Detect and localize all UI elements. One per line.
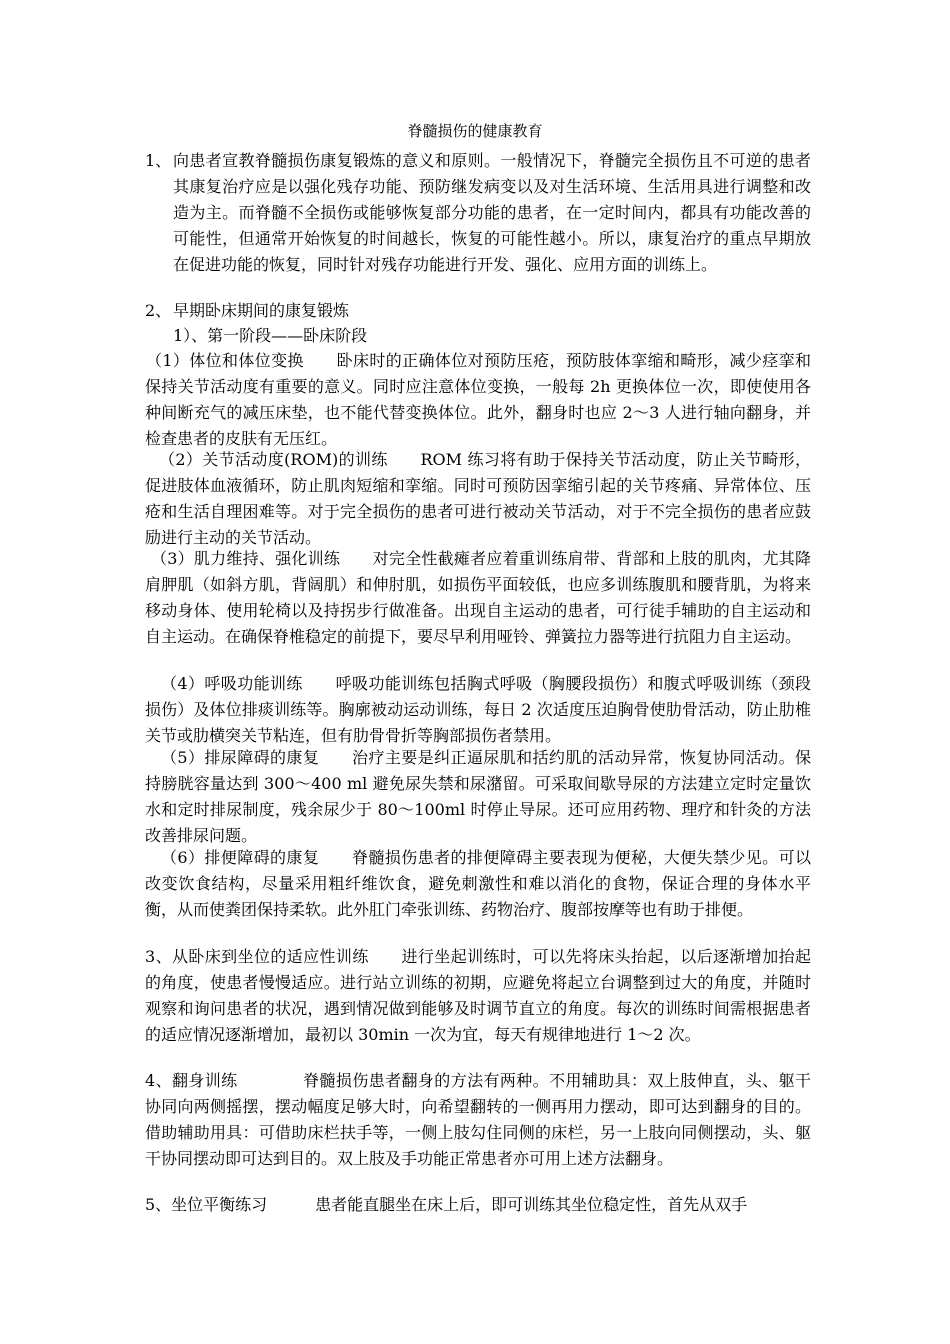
section-3-text: 3、从卧床到坐位的适应性训练 进行坐起训练时，可以先将床头抬起，以后逐渐增加抬起的角度，使患者慢慢适应。进行站立训练的初期，应避免将起立台调整到过大的角度，并随时观察和询问患者的状况，遇到情况做到能够及时调节直立的角度。每次的训练时间需根据患者的适应情况逐渐增加，最初以 30min 一次为宜，每天有规律地进行 1～2 次。 — [145, 947, 811, 1044]
paragraph-defecation: （6）排便障碍的康复 脊髓损伤患者的排便障碍主要表现为便秘，大便失禁少见。可以改变饮食结构，尽量采用粗纤维饮食，避免刺激性和难以消化的食物，保证合理的身体水平衡，从而使粪团保持柔软。此外肛门牵张训练、药物治疗、腹部按摩等也有助于排便。 — [145, 848, 811, 919]
paragraph-muscle: （3）肌力维持、强化训练 对完全性截瘫者应着重训练肩带、背部和上肢的肌肉，尤其降肩胛肌（如斜方肌，背阔肌）和伸肘肌，如损伤平面较低，也应多训练腹肌和腰背肌，为将来移动身体、使用轮椅以及持拐步行做准备。出现自主运动的患者，可行徒手辅助的自主运动和自主运动。在确保脊椎稳定的前提下，要尽早利用哑铃、弹簧拉力器等进行抗阻力自主运动。 — [145, 549, 811, 646]
paragraph-rom: （2）关节活动度(ROM)的训练 ROM 练习将有助于保持关节活动度，防止关节畸形，促进肢体血液循环，防止肌肉短缩和挛缩。同时可预防因挛缩引起的关节疼痛、异常体位、压疮和生活自理困难等。对于完全损伤的患者可进行被动关节活动，对于不完全损伤的患者应鼓励进行主动的关节活动。 — [145, 450, 811, 547]
section-2-number: 2、 — [145, 301, 172, 320]
paragraph-breathing: （4）呼吸功能训练 呼吸功能训练包括胸式呼吸（胸腰段损伤）和腹式呼吸训练（颈段损伤）及体位排痰训练等。胸廓被动运动训练，每日 2 次适度压迫胸骨使肋骨活动，防止肋椎关节或肋横突关节粘连，但有肋骨骨折等胸部损伤者禁用。 — [145, 674, 811, 745]
section-4-text: 4、翻身训练 脊髓损伤患者翻身的方法有两种。不用辅助具：双上肢伸直，头、躯干协同向两侧摇摆，摆动幅度足够大时，向希望翻转的一侧再用力摆动，即可达到翻身的目的。借助辅助用具：可借助床栏扶手等，一侧上肢勾住同侧的床栏，另一上肢向同侧摆动，头、躯干协同摆动即可达到目的。双上肢及手功能正常患者亦可用上述方法翻身。 — [145, 1071, 811, 1168]
section-1-number: 1、 — [145, 151, 172, 170]
section-5-text: 5、坐位平衡练习 患者能直腿坐在床上后，即可训练其坐位稳定性，首先从双手 — [145, 1195, 748, 1214]
section-2-heading: 早期卧床期间的康复锻炼 — [173, 301, 350, 320]
document-title: 脊髓损伤的健康教育 — [407, 122, 543, 140]
section-1-text: 向患者宣教脊髓损伤康复锻炼的意义和原则。一般情况下，脊髓完全损伤且不可逆的患者其康复治疗应是以强化残存功能、预防继发病变以及对生活环境、生活用具进行调整和改造为主。而脊髓不全损伤或能够恢复部分功能的患者，在一定时间内，都具有功能改善的可能性，但通常开始恢复的时间越长，恢复的可能性越小。所以，康复治疗的重点早期放在促进功能的恢复，同时针对残存功能进行开发、强化、应用方面的训练上。 — [173, 151, 811, 274]
stage-1-heading: 1）、第一阶段——卧床阶段 — [173, 326, 368, 345]
paragraph-posture: （1）体位和体位变换 卧床时的正确体位对预防压疮，预防肢体挛缩和畸形，减少痉挛和保持关节活动度有重要的意义。同时应注意体位变换，一般每 2h 更换体位一次，即使使用各种间断充气的减压床垫，也不能代替变换体位。此外，翻身时也应 2～3 人进行轴向翻身，并检查患者的皮肤有无压红。 — [145, 351, 811, 448]
paragraph-urination: （5）排尿障碍的康复 治疗主要是纠正逼尿肌和括约肌的活动异常，恢复协同活动。保持膀胱容量达到 300～400 ml 避免尿失禁和尿潴留。可采取间歇导尿的方法建立定时定量饮水和定时排尿制度，残余尿少于 80～100ml 时停止导尿。还可应用药物、理疗和针灸的方法改善排尿问题。 — [145, 748, 811, 845]
